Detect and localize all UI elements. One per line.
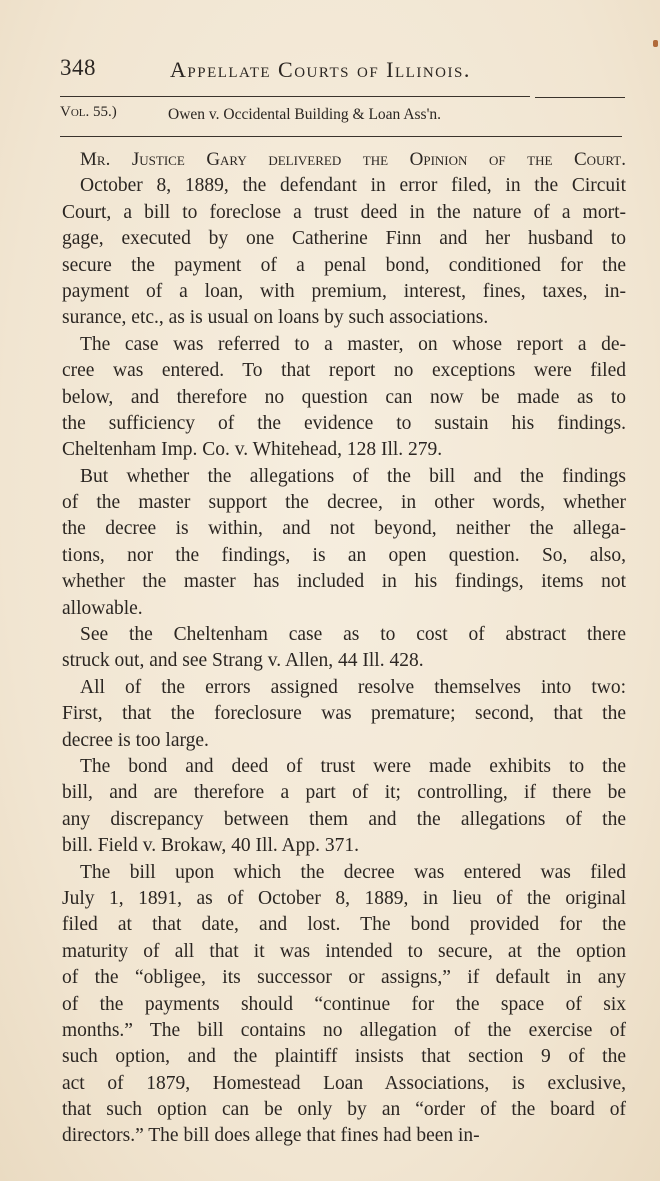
- text-line: The bond and deed of trust were made exhibits to the: [80, 755, 626, 777]
- text-line: gage, executed by one Catherine Finn and her husband to: [62, 228, 626, 250]
- text-line: any discrepancy between them and the allegations of the: [62, 808, 626, 830]
- text-line: filed at that date, and lost. The bond provided for the: [62, 914, 626, 936]
- text-line: tions, nor the findings, is an open question. So, also,: [62, 544, 626, 566]
- text-line: payment of a loan, with premium, interest, fines, taxes, in-: [62, 280, 626, 302]
- text-line: struck out, and see Strang v. Allen, 44 Ill. 428.: [62, 650, 424, 672]
- text-line: bill, and are therefore a part of it; controlling, if there be: [62, 782, 626, 804]
- text-line: of the “obligee, its successor or assigns,” if default in any: [62, 967, 626, 989]
- text-line: But whether the allegations of the bill and the findings: [80, 465, 626, 487]
- text-line: See the Cheltenham case as to cost of abstract there: [80, 624, 626, 646]
- paragraph: [62, 622, 626, 675]
- text-line: that such option can be only by an “order of the board of: [62, 1099, 626, 1121]
- text-line: such option, and the plaintiff insists that section 9 of the: [62, 1046, 626, 1068]
- text-line: surance, etc., as is usual on loans by such associations.: [62, 307, 489, 329]
- paragraph: [62, 860, 626, 1150]
- text-line: of the master support the decree, in other words, whether: [62, 492, 626, 514]
- running-title: Appellate Courts of Illinois.: [170, 57, 471, 82]
- text-line: act of 1879, Homestead Loan Associations, is exclusive,: [62, 1072, 626, 1094]
- subheader-rule: [60, 136, 622, 137]
- volume-label: Vol. 55.): [60, 104, 117, 120]
- text-line: allowable.: [62, 597, 143, 619]
- opinion-heading: [62, 147, 626, 173]
- paragraph: [62, 754, 626, 860]
- opinion-text: [62, 147, 626, 1150]
- text-line: October 8, 1889, the defendant in error filed, in the Circuit: [80, 175, 626, 197]
- text-line: secure the payment of a penal bond, conditioned for the: [62, 254, 626, 276]
- text-line: of the payments should “continue for the space of six: [62, 993, 626, 1015]
- header-rule-right: [535, 97, 625, 98]
- paragraph: [62, 173, 626, 331]
- paragraph: [62, 332, 626, 464]
- text-line: Cheltenham Imp. Co. v. Whitehead, 128 Ill. 279.: [62, 439, 443, 461]
- text-line: All of the errors assigned resolve themselves into two:: [80, 676, 626, 698]
- text-line: months.” The bill contains no allegation of the exercise of: [62, 1019, 626, 1041]
- text-line: maturity of all that it was intended to secure, at the option: [62, 940, 626, 962]
- header-rule: [60, 96, 530, 97]
- text-line: Mr. Justice Gary delivered the Opinion of the Court.: [80, 149, 626, 170]
- text-line: First, that the foreclosure was premature; second, that the: [62, 703, 626, 725]
- text-line: directors.” The bill does allege that fines had been in-: [62, 1125, 480, 1147]
- ink-spot: [653, 40, 658, 47]
- page-number: 348: [60, 55, 96, 80]
- text-line: bill. Field v. Brokaw, 40 Ill. App. 371.: [62, 835, 360, 857]
- text-line: cree was entered. To that report no exceptions were filed: [62, 360, 626, 382]
- paragraph: [62, 464, 626, 622]
- text-line: below, and therefore no question can now be made as to: [62, 386, 626, 408]
- paragraph: [62, 675, 626, 754]
- page-header: [60, 55, 620, 95]
- text-line: Court, a bill to foreclose a trust deed in the nature of a mort-: [62, 201, 626, 223]
- text-line: The bill upon which the decree was entered was filed: [80, 861, 626, 883]
- text-line: decree is too large.: [62, 729, 209, 751]
- case-title: Owen v. Occidental Building & Loan Ass'n.: [168, 106, 441, 123]
- text-line: the sufficiency of the evidence to sustain his findings.: [62, 412, 626, 434]
- text-line: The case was referred to a master, on whose report a de-: [80, 333, 626, 355]
- text-line: July 1, 1891, as of October 8, 1889, in lieu of the original: [62, 887, 626, 909]
- text-line: the decree is within, and not beyond, neither the allega-: [62, 518, 626, 540]
- text-line: whether the master has included in his findings, items not: [62, 571, 626, 593]
